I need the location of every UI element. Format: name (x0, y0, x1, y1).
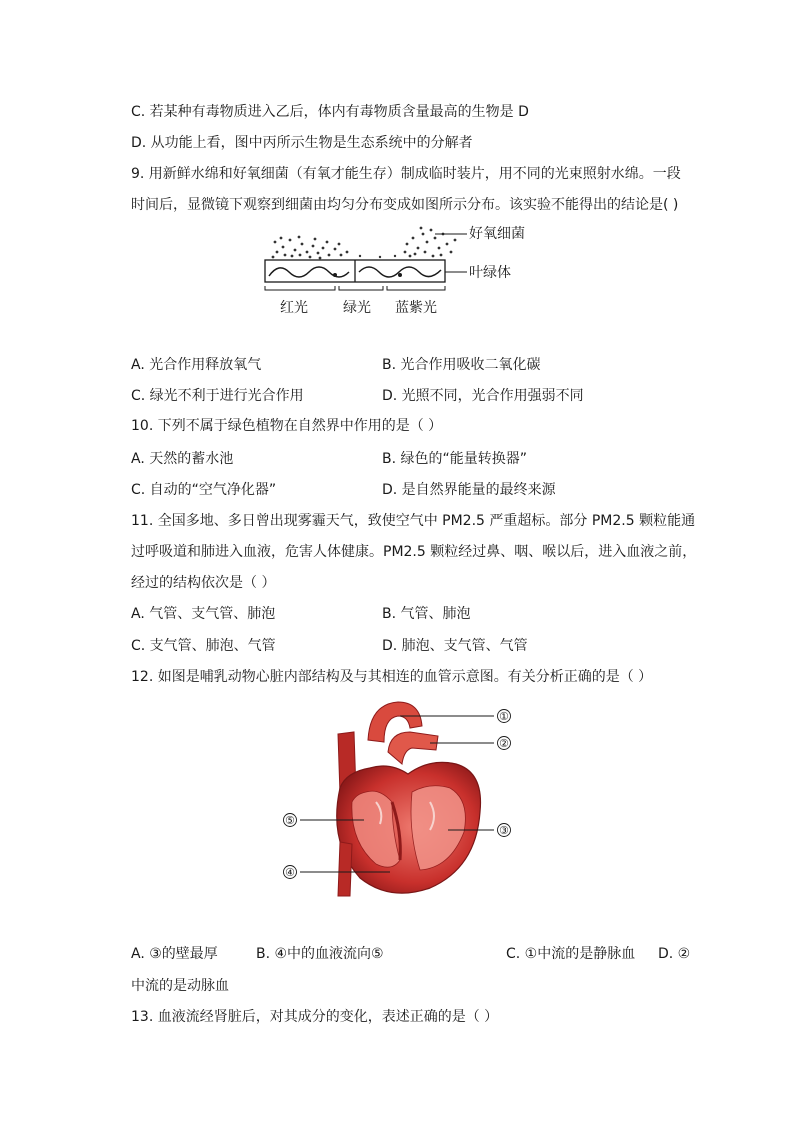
heart-label-1: ① (499, 710, 509, 723)
q11-stem-line2: 过呼吸道和肺进入血液，危害人体健康。PM2.5 颗粒经过鼻、咽、喉以后，进入血液之前， (131, 544, 697, 560)
heart-label-3: ③ (499, 824, 509, 837)
q10-option-d: D. 是自然界能量的最终来源 (382, 482, 556, 498)
q9-stem-line2: 时间后，显微镜下观察到细菌由均匀分布变成如图所示分布。该实验不能得出的结论是( ) (131, 197, 679, 213)
q9-option-d: D. 光照不同，光合作用强弱不同 (382, 388, 584, 404)
q11-stem-line3: 经过的结构依次是（ ） (131, 575, 276, 591)
q11-stem-line1: 11. 全国多地、多日曾出现雾霾天气，致使空气中 PM2.5 严重超标。部分 PM2.5 颗粒能通 (131, 513, 696, 529)
label-bacteria: 好氧细菌 (469, 226, 525, 242)
heart-label-4: ④ (285, 866, 295, 879)
q12-option-b: B. ④中的血液流向⑤ (256, 946, 384, 962)
q12-heart-figure (280, 692, 520, 906)
q11-option-b: B. 气管、肺泡 (382, 606, 471, 622)
q8-option-c: C. 若某种有毒物质进入乙后，体内有毒物质含量最高的生物是 D (131, 104, 529, 120)
label-green-light: 绿光 (343, 300, 371, 316)
q10-option-b: B. 绿色的“能量转换器” (382, 451, 528, 467)
q12-option-c: C. ①中流的是静脉血 (506, 946, 636, 962)
label-violet-light: 蓝紫光 (395, 300, 437, 316)
q11-option-d: D. 肺泡、支气管、气管 (382, 638, 528, 654)
heart-label-5: ⑤ (285, 814, 295, 827)
q8-option-d: D. 从功能上看，图中丙所示生物是生态系统中的分解者 (131, 135, 473, 151)
bacteria-dots (272, 227, 457, 260)
q12-stem: 12. 如图是哺乳动物心脏内部结构及与其相连的血管示意图。有关分析正确的是（ ） (131, 669, 653, 685)
q10-option-c: C. 自动的“空气净化器” (131, 482, 277, 498)
q11-option-a: A. 气管、支气管、肺泡 (131, 606, 276, 622)
q9-option-c: C. 绿光不利于进行光合作用 (131, 388, 304, 404)
pulmonary-artery (388, 732, 438, 764)
q9-option-b: B. 光合作用吸收二氧化碳 (382, 357, 541, 373)
heart-label-2: ② (499, 737, 509, 750)
q9-figure (255, 222, 555, 322)
label-chlorophyll: 叶绿体 (469, 265, 511, 281)
vena-cava-inferior (338, 842, 352, 896)
q13-stem: 13. 血液流经肾脏后，对其成分的变化，表述正确的是（ ） (131, 1009, 499, 1025)
q10-option-a: A. 天然的蓄水池 (131, 451, 234, 467)
label-red-light: 红光 (280, 300, 308, 316)
q12-option-d-continued: 中流的是动脉血 (131, 978, 229, 994)
q10-stem: 10. 下列不属于绿色植物在自然界中作用的是（ ） (131, 418, 443, 434)
q12-option-a: A. ③的壁最厚 (131, 946, 218, 962)
q11-option-c: C. 支气管、肺泡、气管 (131, 638, 276, 654)
q9-stem-line1: 9. 用新鲜水绵和好氧细菌（有氧才能生存）制成临时装片，用不同的光束照射水绵。一段 (131, 166, 681, 182)
q9-option-a: A. 光合作用释放氧气 (131, 357, 262, 373)
q12-option-d: D. ② (658, 946, 691, 962)
